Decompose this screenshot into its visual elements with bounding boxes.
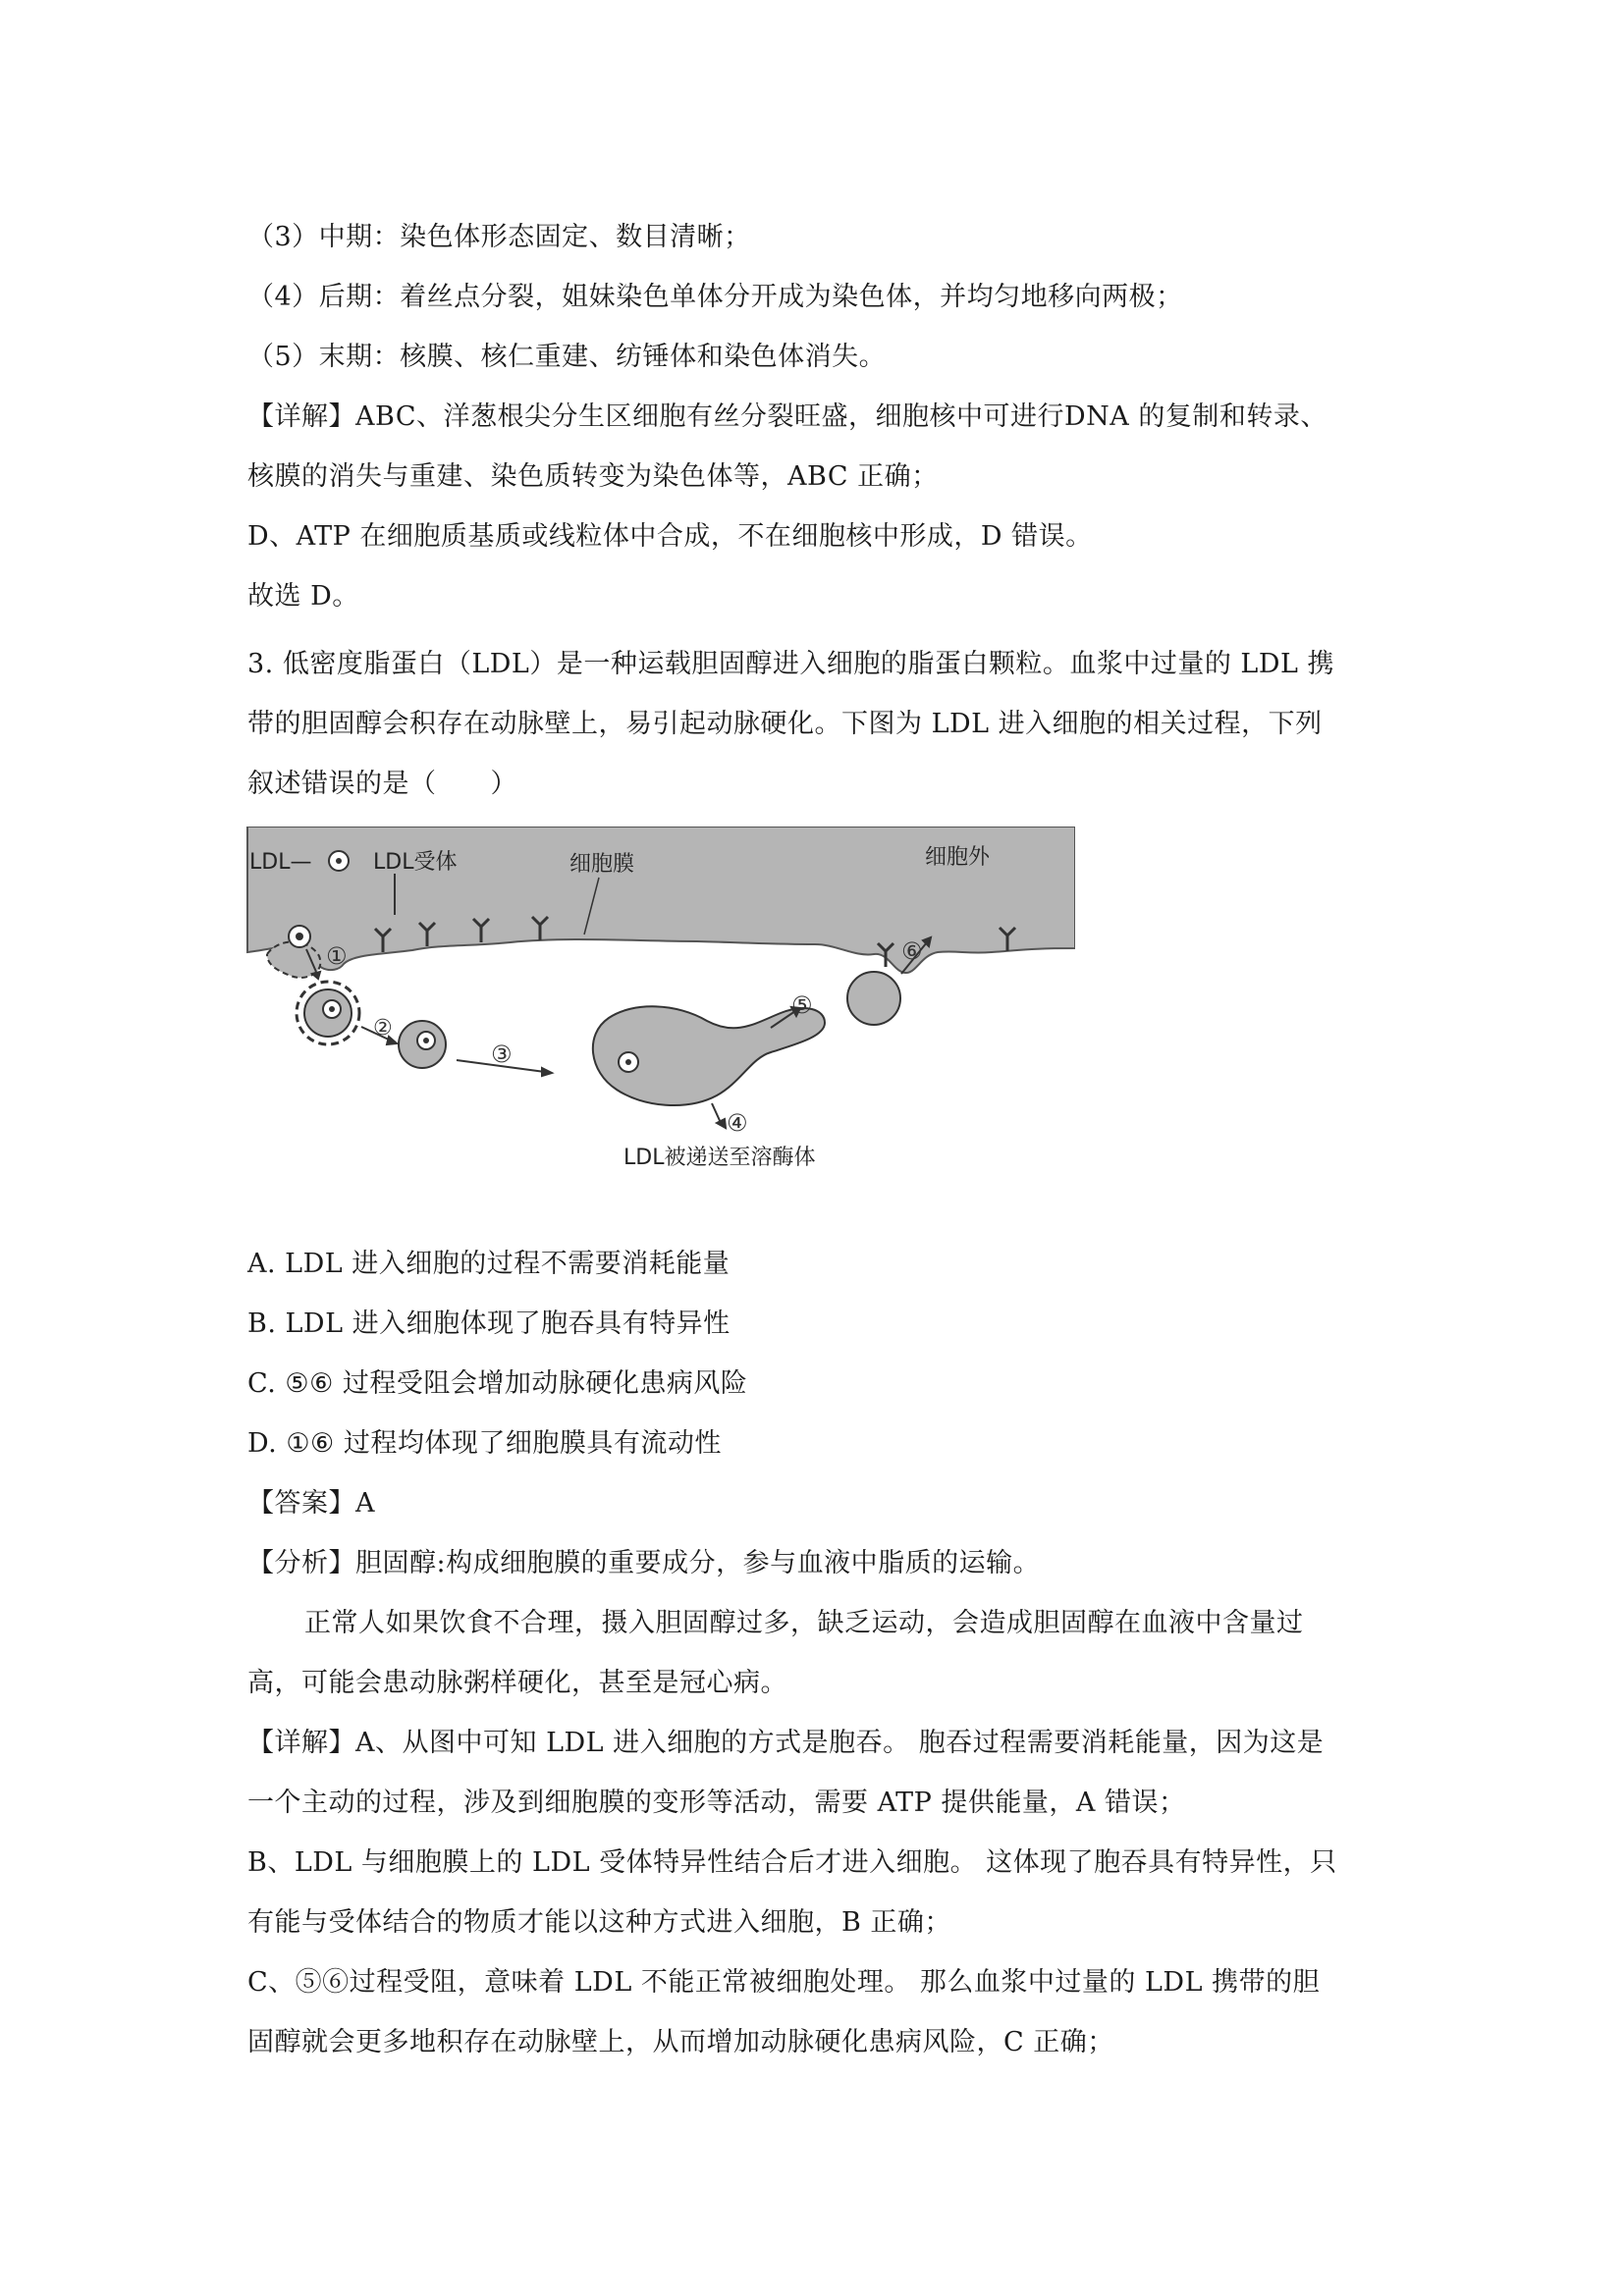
step-6-label: ⑥ — [901, 937, 923, 965]
step-3-label: ③ — [491, 1041, 513, 1068]
detail-line: C、⑤⑥过程受阻，意味着 LDL 不能正常被细胞处理。 那么血浆中过量的 LDL 携带的胆 — [247, 1967, 1321, 1998]
question-stem: 带的胆固醇会积存在动脉壁上，易引起动脉硬化。下图为 LDL 进入细胞的相关过程，下列 — [247, 709, 1323, 739]
analysis-paragraph: 正常人如果饮食不合理，摄入胆固醇过多，缺乏运动，会造成胆固醇在血液中含量过 — [304, 1608, 1304, 1638]
figure-caption: LDL被递送至溶酶体 — [623, 1146, 816, 1170]
step-5-label: ⑤ — [791, 991, 813, 1019]
text-line: （4）后期：着丝点分裂，姐妹染色单体分开成为染色体，并均匀地移向两极； — [247, 282, 1183, 312]
detail-line: B、LDL 与细胞膜上的 LDL 受体特异性结合后才进入细胞。 这体现了胞吞具有特异性，只 — [247, 1847, 1337, 1878]
step-4-label: ④ — [727, 1109, 748, 1137]
text-line: （5）末期：核膜、核仁重建、纺锤体和染色体消失。 — [247, 342, 887, 372]
coated-pit — [267, 941, 320, 978]
question-stem: 叙述错误的是（ ） — [247, 769, 517, 799]
option-d: D. ①⑥ 过程均体现了细胞膜具有流动性 — [247, 1428, 722, 1459]
option-c: C. ⑤⑥ 过程受阻会增加动脉硬化患病风险 — [247, 1368, 748, 1399]
question-stem: 3. 低密度脂蛋白（LDL）是一种运载胆固醇进入细胞的脂蛋白颗粒。血浆中过量的 LDL 携 — [247, 649, 1335, 679]
text-line: （3）中期：染色体形态固定、数目清晰； — [247, 222, 751, 252]
detail-line: 固醇就会更多地积存在动脉壁上，从而增加动脉硬化患病风险，C 正确； — [247, 2027, 1114, 2057]
text-line: 【详解】ABC、洋葱根尖分生区细胞有丝分裂旺盛，细胞核中可进行DNA 的复制和转录、 — [247, 401, 1327, 432]
ldl-endocytosis-figure — [245, 827, 1075, 1180]
option-b: B. LDL 进入细胞体现了胞吞具有特异性 — [247, 1308, 731, 1339]
recycling-vesicle — [847, 972, 900, 1025]
ldl-label: LDL— — [249, 850, 312, 875]
detail-line: 一个主动的过程，涉及到细胞膜的变形等活动，需要 ATP 提供能量，A 错误； — [247, 1788, 1186, 1818]
analysis-paragraph: 高，可能会患动脉粥样硬化，甚至是冠心病。 — [247, 1668, 787, 1698]
membrane-label: 细胞膜 — [569, 852, 635, 877]
receptor-label: LDL受体 — [373, 850, 458, 875]
option-a: A. LDL 进入细胞的过程不需要消耗能量 — [247, 1249, 731, 1279]
text-line: 故选 D。 — [247, 581, 359, 612]
text-line: 核膜的消失与重建、染色质转变为染色体等，ABC 正确； — [247, 461, 939, 492]
extracellular-label: 细胞外 — [925, 845, 991, 870]
detail-line: 有能与受体结合的物质才能以这种方式进入细胞，B 正确； — [247, 1907, 951, 1938]
detail-line: 【详解】A、从图中可知 LDL 进入细胞的方式是胞吞。 胞吞过程需要消耗能量，因为这是 — [247, 1728, 1325, 1758]
answer: 【答案】A — [247, 1488, 375, 1519]
text-line: D、ATP 在细胞质基质或线粒体中合成，不在细胞核中形成，D 错误。 — [247, 521, 1093, 552]
step-2-label: ② — [373, 1016, 393, 1041]
step-1-label: ① — [326, 942, 348, 970]
analysis: 【分析】胆固醇:构成细胞膜的重要成分，参与血液中脂质的运输。 — [247, 1548, 1041, 1578]
